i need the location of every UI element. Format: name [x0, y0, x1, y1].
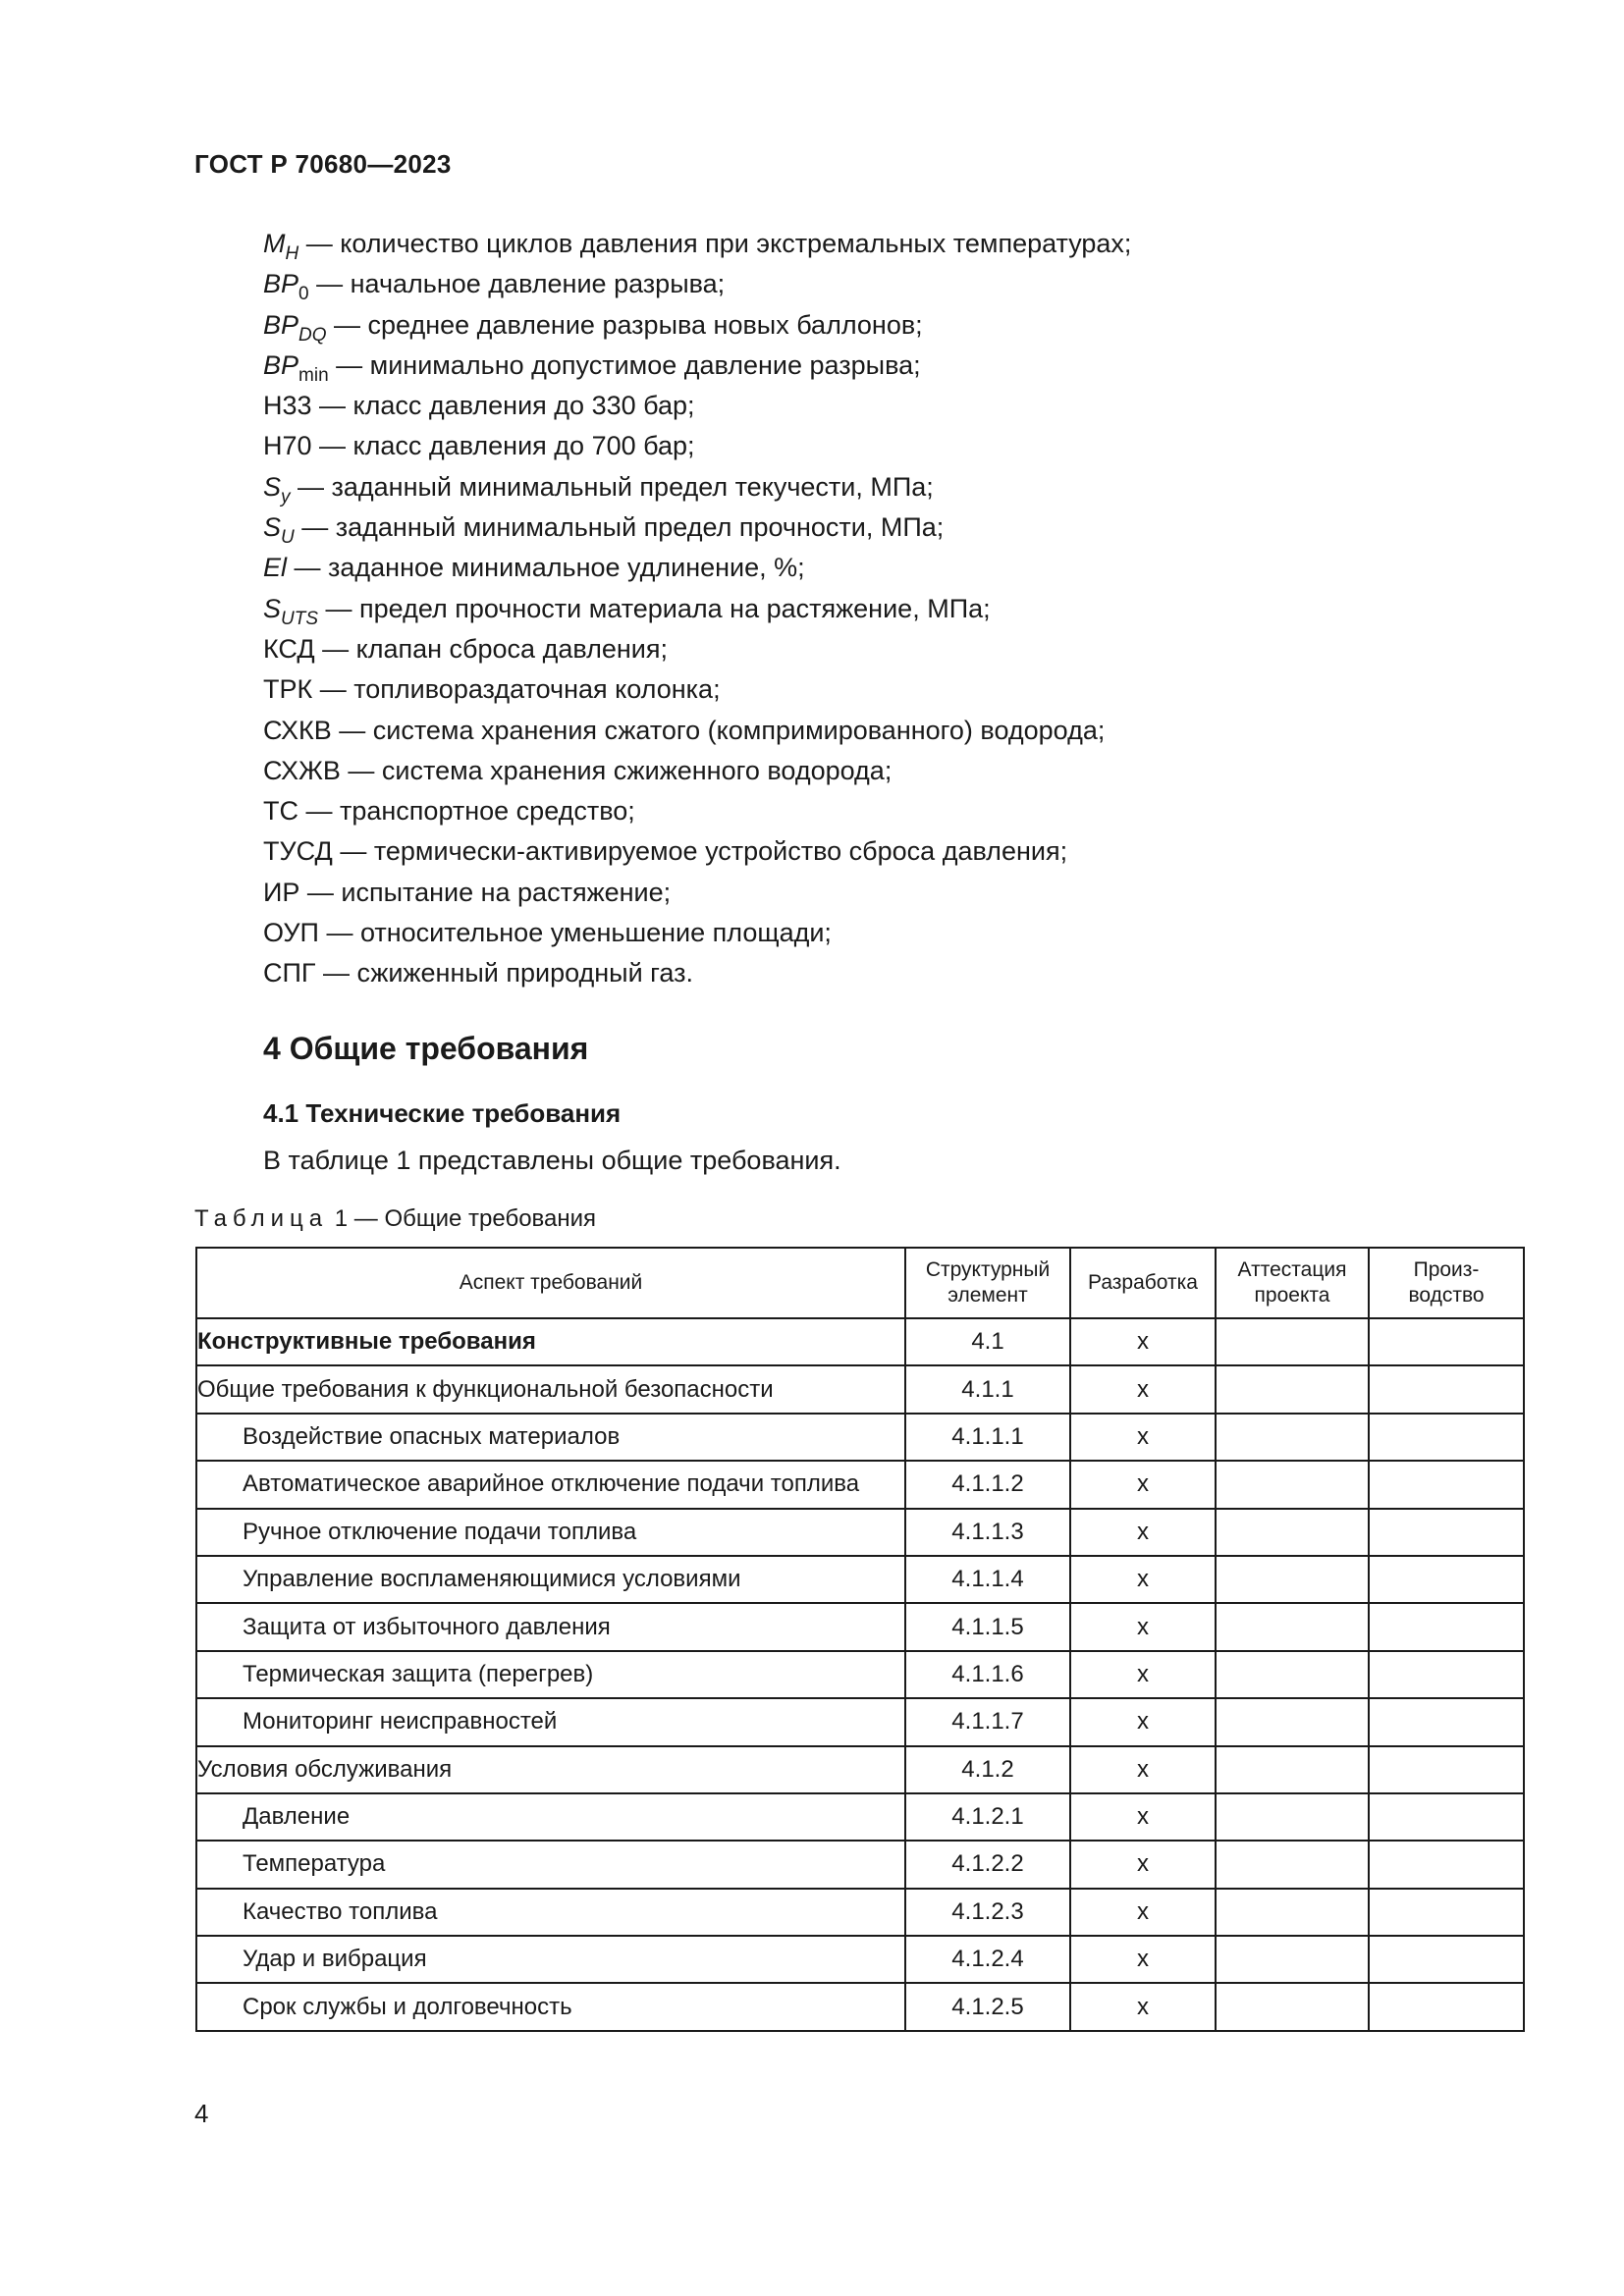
document-code: ГОСТ Р 70680—2023: [194, 149, 452, 179]
cell-aspect: Мониторинг неисправностей: [196, 1698, 905, 1745]
table-row: [196, 1556, 1524, 1603]
cell-aspect: Качество топлива: [196, 1889, 905, 1936]
abbreviation-symbol: M: [263, 229, 286, 258]
cell-attestation: [1216, 1698, 1369, 1745]
abbreviation-definition: — количество циклов давления при экстремальных температурах;: [298, 229, 1132, 258]
abbreviation-text: ТС — транспортное средство;: [263, 796, 635, 827]
header-production: [1369, 1248, 1524, 1318]
cell-structural-element: 4.1.2.2: [905, 1841, 1070, 1888]
cell-structural-element: 4.1.2.4: [905, 1936, 1070, 1983]
cell-development: x: [1070, 1936, 1216, 1983]
header-production-line1: Произ-: [1413, 1258, 1480, 1281]
table-row: [196, 1746, 1524, 1793]
cell-structural-element: 4.1.1.2: [905, 1461, 1070, 1508]
abbreviation-subscript: DQ: [298, 324, 327, 346]
table-row: [196, 1651, 1524, 1698]
abbreviation-item: [263, 467, 1131, 507]
header-element-line1: Структурный: [925, 1258, 1051, 1281]
table-row: [196, 1603, 1524, 1650]
abbreviation-subscript: min: [298, 364, 329, 386]
abbreviation-symbol: S: [263, 593, 282, 623]
cell-development: x: [1070, 1414, 1216, 1461]
abbreviation-definition: — среднее давление разрыва новых баллонов;: [326, 309, 923, 340]
cell-development: x: [1070, 1318, 1216, 1365]
abbreviation-definition: — заданное минимальное удлинение, %;: [287, 553, 805, 583]
abbreviation-subscript: y: [281, 486, 291, 507]
cell-production: [1369, 1651, 1524, 1698]
abbreviation-item: [263, 426, 1131, 466]
cell-development: x: [1070, 1889, 1216, 1936]
intro-paragraph: В таблице 1 представлены общие требования.: [263, 1146, 841, 1175]
cell-structural-element: 4.1.1.6: [905, 1651, 1070, 1698]
abbreviation-symbol: S: [263, 512, 282, 543]
abbreviation-text: ТУСД — термически-активируемое устройство сброса давления;: [263, 836, 1068, 867]
table-row: [196, 1365, 1524, 1413]
cell-production: [1369, 1841, 1524, 1888]
abbreviation-item: [263, 629, 1131, 669]
table-caption-text: 1 — Общие требования: [328, 1205, 597, 1232]
cell-production: [1369, 1698, 1524, 1745]
abbreviation-definition: — предел прочности материала на растяжение, МПа;: [318, 593, 991, 623]
abbreviation-text: СХКВ — система хранения сжатого (компримированного) водорода;: [263, 715, 1106, 745]
cell-attestation: [1216, 1365, 1369, 1413]
abbreviation-symbol: BP: [263, 349, 299, 380]
abbreviation-symbol: S: [263, 471, 282, 502]
cell-development: x: [1070, 1983, 1216, 2030]
cell-attestation: [1216, 1556, 1369, 1603]
cell-aspect: Автоматическое аварийное отключение подачи топлива: [196, 1461, 905, 1508]
cell-aspect: Удар и вибрация: [196, 1936, 905, 1983]
cell-production: [1369, 1603, 1524, 1650]
cell-structural-element: 4.1.1.1: [905, 1414, 1070, 1461]
page-number: 4: [194, 2099, 209, 2128]
abbreviation-item: [263, 386, 1131, 426]
cell-structural-element: 4.1.1.7: [905, 1698, 1070, 1745]
table-row: [196, 1983, 1524, 2030]
cell-development: x: [1070, 1603, 1216, 1650]
cell-aspect: Срок службы и долговечность: [196, 1983, 905, 2030]
cell-attestation: [1216, 1793, 1369, 1841]
header-attestation-line1: Аттестация: [1237, 1258, 1347, 1281]
abbreviation-item: [263, 913, 1131, 953]
cell-attestation: [1216, 1651, 1369, 1698]
table-body: [196, 1318, 1524, 2031]
table-row: [196, 1318, 1524, 1365]
subsection-title: 4.1 Технические требования: [263, 1098, 622, 1128]
cell-development: x: [1070, 1556, 1216, 1603]
abbreviation-item: [263, 831, 1131, 872]
abbreviation-definition: — начальное давление разрыва;: [308, 269, 726, 299]
table-row: [196, 1698, 1524, 1745]
abbreviation-text: Н33 — класс давления до 330 бар;: [263, 391, 695, 421]
cell-structural-element: 4.1.2: [905, 1746, 1070, 1793]
cell-production: [1369, 1414, 1524, 1461]
cell-attestation: [1216, 1983, 1369, 2030]
cell-development: x: [1070, 1841, 1216, 1888]
cell-aspect: Термическая защита (перегрев): [196, 1651, 905, 1698]
cell-aspect: Давление: [196, 1793, 905, 1841]
cell-attestation: [1216, 1841, 1369, 1888]
abbreviation-definition: — заданный минимальный предел прочности, МПа;: [294, 512, 945, 543]
abbreviation-symbol: BP: [263, 309, 299, 340]
abbreviation-text: СПГ — сжиженный природный газ.: [263, 958, 694, 988]
cell-development: x: [1070, 1793, 1216, 1841]
abbreviation-item: [263, 346, 1131, 386]
table-row: [196, 1889, 1524, 1936]
abbreviation-subscript: U: [281, 527, 295, 549]
abbreviation-definition: — минимально допустимое давление разрыва;: [328, 349, 921, 380]
header-attestation-line2: проекта: [1254, 1284, 1330, 1307]
table-row: [196, 1414, 1524, 1461]
abbreviation-text: КСД — клапан сброса давления;: [263, 633, 668, 664]
abbreviation-item: [263, 953, 1131, 993]
abbreviation-item: [263, 589, 1131, 629]
cell-production: [1369, 1461, 1524, 1508]
abbreviation-item: [263, 751, 1131, 791]
cell-production: [1369, 1793, 1524, 1841]
abbreviation-item: [263, 264, 1131, 304]
header-structural-element: [905, 1248, 1070, 1318]
abbreviation-definition: — заданный минимальный предел текучести, МПа;: [290, 471, 934, 502]
cell-structural-element: 4.1: [905, 1318, 1070, 1365]
cell-development: x: [1070, 1651, 1216, 1698]
abbreviation-item: [263, 711, 1131, 751]
abbreviation-text: ОУП — относительное уменьшение площади;: [263, 918, 832, 948]
abbreviation-subscript: UTS: [281, 608, 319, 629]
abbreviation-subscript: H: [285, 243, 299, 264]
abbreviation-item: [263, 669, 1131, 710]
cell-aspect: Управление воспламеняющимися условиями: [196, 1556, 905, 1603]
abbreviation-item: [263, 305, 1131, 346]
abbreviation-text: ТРК — топливораздаточная колонка;: [263, 674, 721, 705]
header-aspect: Аспект требований: [196, 1248, 905, 1318]
cell-attestation: [1216, 1509, 1369, 1556]
cell-aspect: Защита от избыточного давления: [196, 1603, 905, 1650]
header-element-line2: элемент: [947, 1284, 1028, 1307]
table-caption: [194, 1205, 596, 1233]
cell-development: x: [1070, 1698, 1216, 1745]
abbreviation-item: [263, 548, 1131, 588]
cell-production: [1369, 1509, 1524, 1556]
abbreviation-text: Н70 — класс давления до 700 бар;: [263, 431, 695, 461]
cell-production: [1369, 1889, 1524, 1936]
cell-development: x: [1070, 1746, 1216, 1793]
table-header-row: [196, 1248, 1524, 1318]
abbreviation-text: СХЖВ — система хранения сжиженного водорода;: [263, 755, 893, 785]
cell-production: [1369, 1983, 1524, 2030]
cell-aspect: Температура: [196, 1841, 905, 1888]
abbreviation-item: [263, 791, 1131, 831]
header-production-line2: водство: [1408, 1284, 1485, 1307]
abbreviation-symbol: El: [263, 553, 288, 583]
cell-structural-element: 4.1.1: [905, 1365, 1070, 1413]
cell-structural-element: 4.1.2.5: [905, 1983, 1070, 2030]
cell-attestation: [1216, 1318, 1369, 1365]
cell-aspect: Конструктивные требования: [196, 1318, 905, 1365]
cell-attestation: [1216, 1414, 1369, 1461]
table-caption-word: Таблица: [194, 1205, 329, 1232]
section-title: 4 Общие требования: [263, 1031, 589, 1066]
abbreviation-list: [263, 224, 1131, 994]
cell-attestation: [1216, 1603, 1369, 1650]
cell-production: [1369, 1936, 1524, 1983]
cell-development: x: [1070, 1509, 1216, 1556]
cell-attestation: [1216, 1746, 1369, 1793]
table-row: [196, 1793, 1524, 1841]
cell-structural-element: 4.1.1.3: [905, 1509, 1070, 1556]
table-row: [196, 1841, 1524, 1888]
cell-structural-element: 4.1.2.1: [905, 1793, 1070, 1841]
abbreviation-symbol: BP: [263, 269, 299, 299]
table-row: [196, 1461, 1524, 1508]
cell-production: [1369, 1365, 1524, 1413]
cell-structural-element: 4.1.2.3: [905, 1889, 1070, 1936]
table-row: [196, 1936, 1524, 1983]
cell-attestation: [1216, 1936, 1369, 1983]
cell-production: [1369, 1556, 1524, 1603]
abbreviation-item: [263, 507, 1131, 548]
cell-attestation: [1216, 1461, 1369, 1508]
cell-production: [1369, 1746, 1524, 1793]
cell-development: x: [1070, 1461, 1216, 1508]
abbreviation-subscript: 0: [298, 284, 309, 305]
requirements-table: [195, 1247, 1525, 2032]
abbreviation-item: [263, 873, 1131, 913]
cell-production: [1369, 1318, 1524, 1365]
cell-structural-element: 4.1.1.5: [905, 1603, 1070, 1650]
table-row: [196, 1509, 1524, 1556]
cell-aspect: Ручное отключение подачи топлива: [196, 1509, 905, 1556]
abbreviation-text: ИР — испытание на растяжение;: [263, 877, 672, 907]
cell-attestation: [1216, 1889, 1369, 1936]
cell-development: x: [1070, 1365, 1216, 1413]
abbreviation-item: [263, 224, 1131, 264]
cell-aspect: Общие требования к функциональной безопасности: [196, 1365, 905, 1413]
cell-aspect: Воздействие опасных материалов: [196, 1414, 905, 1461]
header-development: Разработка: [1070, 1248, 1216, 1318]
header-attestation: [1216, 1248, 1369, 1318]
cell-aspect: Условия обслуживания: [196, 1746, 905, 1793]
cell-structural-element: 4.1.1.4: [905, 1556, 1070, 1603]
